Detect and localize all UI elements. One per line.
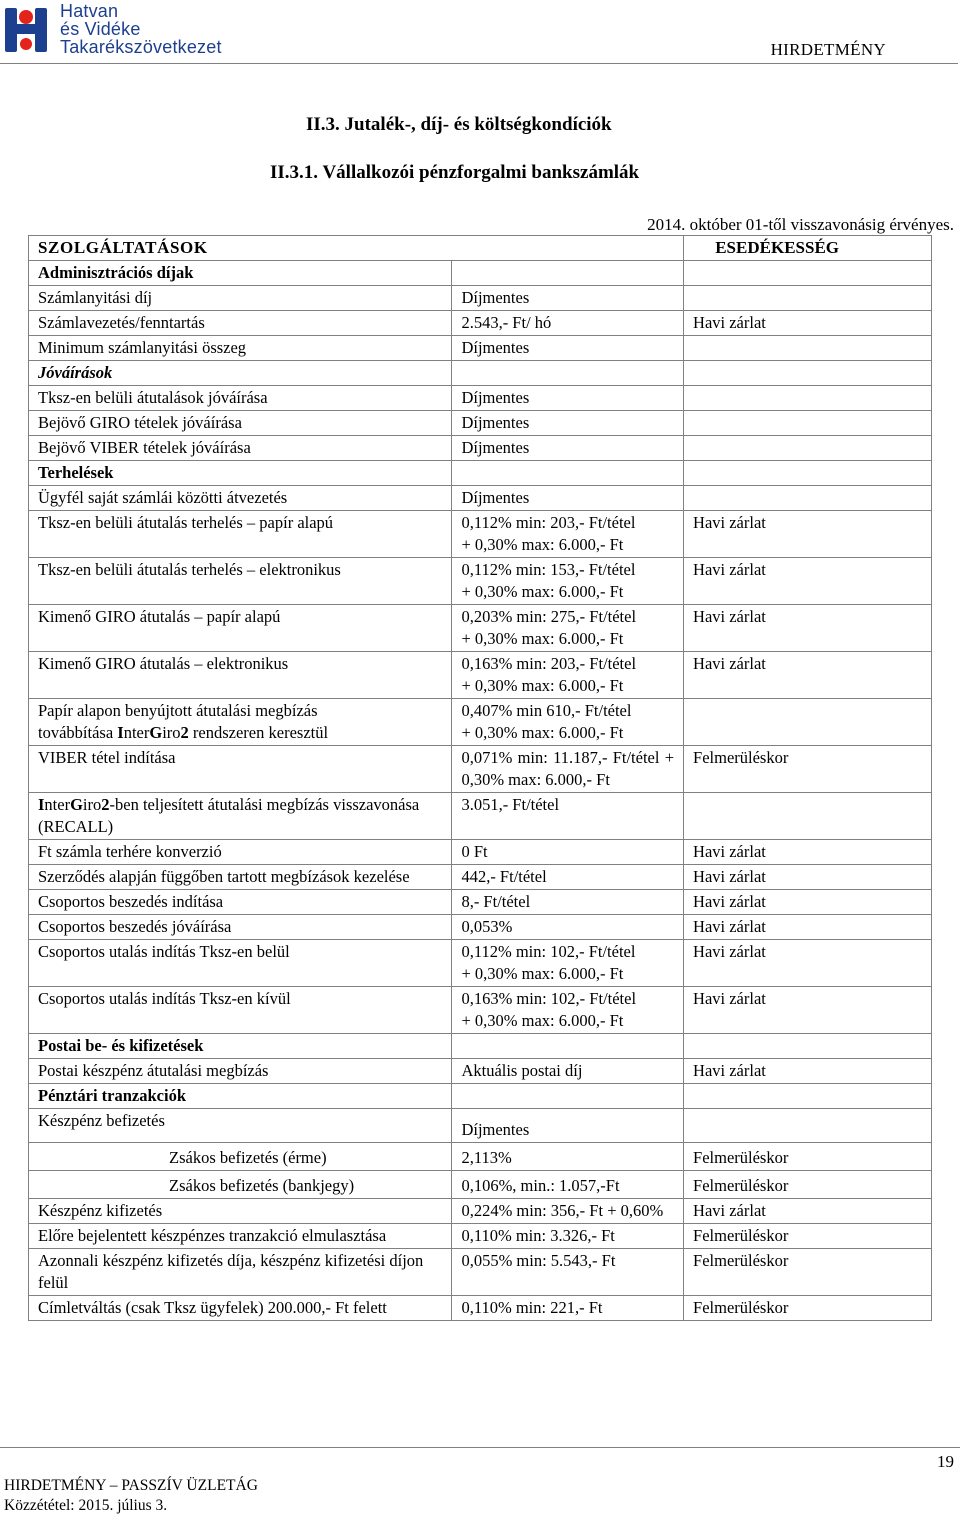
row-desc: Kimenő GIRO átutalás – elektronikus [29,652,452,699]
table-row [29,1171,932,1199]
desc-text-bold: 2 [180,723,189,742]
row-due: Havi zárlat [684,940,932,987]
row-fee [452,511,684,558]
row-due [684,793,932,840]
table-row [29,865,932,890]
fee-table [28,235,932,1321]
table-row [29,1224,932,1249]
row-fee [452,987,684,1034]
table-row [29,1109,932,1143]
row-desc [29,793,452,840]
desc-text: iro [162,723,181,742]
row-fee [452,1034,684,1059]
table-row [29,1059,932,1084]
desc-text-bold: 2 [101,795,110,814]
fee-line-2: + 0,30% max: 6.000,- Ft [461,676,624,695]
table-row [29,940,932,987]
row-due: Felmerüléskor [684,746,932,793]
row-fee [452,558,684,605]
desc-text: nter [123,723,150,742]
row-fee [452,940,684,987]
fee-line-2: + 0,30% max: 6.000,- Ft [461,629,624,648]
table-row [29,1199,932,1224]
row-fee: 0,224% min: 356,- Ft + 0,60% [452,1199,684,1224]
row-fee [452,261,684,286]
row-desc: Kimenő GIRO átutalás – papír alapú [29,605,452,652]
fee-line-1: 0,112% min: 153,- Ft/tétel [461,560,636,579]
table-row [29,286,932,311]
row-fee: 0,053% [452,915,684,940]
table-row [29,1084,932,1109]
row-fee [452,361,684,386]
table-row [29,436,932,461]
row-desc: Bejövő GIRO tételek jóváírása [29,411,452,436]
row-due: Felmerüléskor [684,1171,932,1199]
desc-text-bold: I [38,795,45,814]
row-desc: Számlavezetés/fenntartás [29,311,452,336]
table-row [29,511,932,558]
row-desc: Készpénz befizetés [29,1109,452,1143]
row-fee: Díjmentes [452,386,684,411]
fee-line-1: 0,163% min: 203,- Ft/tétel [461,654,637,673]
row-fee [452,699,684,746]
row-fee: 0,055% min: 5.543,- Ft [452,1249,684,1296]
row-desc: Azonnali készpénz kifizetés díja, készpénz kifizetési díjon felül [29,1249,452,1296]
row-desc: Tksz-en belüli átutalás terhelés – papír alapú [29,511,452,558]
desc-text-bold: I [117,723,124,742]
row-due: Havi zárlat [684,558,932,605]
table-row [29,746,932,793]
page-header [0,0,960,64]
table-row [29,699,932,746]
footer-publish-date: Közzététel: 2015. július 3. [4,1497,168,1514]
row-desc: Címletváltás (csak Tksz ügyfelek) 200.000,- Ft felett [29,1296,452,1321]
row-fee: 8,- Ft/tétel [452,890,684,915]
row-due [684,336,932,361]
table-row [29,793,932,840]
row-fee: Díjmentes [452,411,684,436]
row-due: Havi zárlat [684,1199,932,1224]
row-due: Havi zárlat [684,652,932,699]
row-due [684,361,932,386]
row-due: Havi zárlat [684,1059,932,1084]
row-fee [452,461,684,486]
row-due [684,486,932,511]
row-fee: 0,106%, min.: 1.057,-Ft [452,1171,684,1199]
validity-note: 2014. október 01-től visszavonásig érvényes. [647,215,954,234]
row-fee: Díjmentes [452,336,684,361]
logo-line-1: Hatvan [60,1,119,21]
row-due: Havi zárlat [684,605,932,652]
row-due [684,699,932,746]
row-desc: Csoportos beszedés indítása [29,890,452,915]
desc-text-bold: G [70,795,83,814]
fee-line-1: 0,112% min: 203,- Ft/tétel [461,513,636,532]
row-desc: Szerződés alapján függőben tartott megbízások kezelése [29,865,452,890]
row-desc: Csoportos utalás indítás Tksz-en belül [29,940,452,987]
row-fee: 3.051,- Ft/tétel [452,793,684,840]
row-due [684,386,932,411]
row-fee: 2.543,- Ft/ hó [452,311,684,336]
row-due [684,1109,932,1143]
row-due: Havi zárlat [684,840,932,865]
desc-text: továbbítása [38,723,118,742]
row-fee: 0,110% min: 3.326,- Ft [452,1224,684,1249]
logo-wordmark [60,2,222,56]
row-desc: Előre bejelentett készpénzes tranzakció elmulasztása [29,1224,452,1249]
table-row [29,361,932,386]
row-desc: Postai be- és kifizetések [29,1034,452,1059]
row-due [684,261,932,286]
row-fee: 0,071% min: 11.187,- Ft/tétel + 0,30% max: 6.000,- Ft [452,746,684,793]
table-row [29,558,932,605]
footer-divider [0,1447,960,1448]
row-desc: Csoportos beszedés jóváírása [29,915,452,940]
subsection-title: II.3.1. Vállalkozói pénzforgalmi bankszámlák [270,162,640,183]
row-due: Havi zárlat [684,511,932,558]
row-desc: VIBER tétel indítása [29,746,452,793]
row-desc: Készpénz kifizetés [29,1199,452,1224]
row-fee: Díjmentes [452,486,684,511]
fee-line-2: + 0,30% max: 6.000,- Ft [461,582,624,601]
row-fee: 442,- Ft/tétel [452,865,684,890]
row-fee: Díjmentes [452,286,684,311]
row-due: Havi zárlat [684,915,932,940]
header-doc-type: HIRDETMÉNY [770,40,886,59]
table-row [29,890,932,915]
fee-line-1: 0,112% min: 102,- Ft/tétel [461,942,636,961]
desc-text: rendszeren keresztül [188,723,329,742]
row-fee [452,1084,684,1109]
row-desc: Zsákos befizetés (érme) [29,1143,452,1171]
row-desc: Pénztári tranzakciók [29,1084,452,1109]
row-desc: Ügyfél saját számlái közötti átvezetés [29,486,452,511]
page-number: 19 [937,1452,954,1471]
fee-line-2: + 0,30% max: 6.000,- Ft [461,723,624,742]
row-desc: Tksz-en belüli átutalások jóváírása [29,386,452,411]
fee-line-2: + 0,30% max: 6.000,- Ft [461,1011,624,1030]
row-due [684,461,932,486]
table-row [29,1249,932,1296]
row-desc [29,699,452,746]
logo-line-2: és Vidéke [60,19,141,39]
row-desc: Terhelések [29,461,452,486]
row-due [684,1084,932,1109]
table-row [29,915,932,940]
table-row [29,1034,932,1059]
row-desc: Adminisztrációs díjak [29,261,452,286]
row-due [684,1034,932,1059]
table-row [29,311,932,336]
company-logo [4,2,264,58]
row-fee: Aktuális postai díj [452,1059,684,1084]
row-due: Felmerüléskor [684,1296,932,1321]
table-header-row [29,236,932,261]
table-row [29,605,932,652]
row-fee: Díjmentes [452,436,684,461]
row-fee: 2,113% [452,1143,684,1171]
row-fee: 0,110% min: 221,- Ft [452,1296,684,1321]
desc-text: -ben teljesített átutalási megbízás visszavonása (RECALL) [38,795,420,836]
row-desc: Tksz-en belüli átutalás terhelés – elektronikus [29,558,452,605]
row-due: Havi zárlat [684,987,932,1034]
row-fee: 0 Ft [452,840,684,865]
table-row [29,1296,932,1321]
fee-line-2: + 0,30% max: 6.000,- Ft [461,964,624,983]
row-due [684,411,932,436]
row-desc: Csoportos utalás indítás Tksz-en kívül [29,987,452,1034]
fee-line-1: 0,203% min: 275,- Ft/tétel [461,607,637,626]
row-desc: Bejövő VIBER tételek jóváírása [29,436,452,461]
table-row [29,652,932,699]
logo-mark-icon [4,4,56,56]
row-due: Havi zárlat [684,865,932,890]
desc-line-2 [38,722,442,744]
row-desc: Jóváírások [29,361,452,386]
row-fee [452,652,684,699]
row-due: Felmerüléskor [684,1249,932,1296]
fee-line-1: 0,163% min: 102,- Ft/tétel [461,989,637,1008]
footer-info [4,1476,258,1516]
table-row [29,486,932,511]
row-desc: Minimum számlanyitási összeg [29,336,452,361]
table-row [29,261,932,286]
row-due: Felmerüléskor [684,1143,932,1171]
row-due [684,436,932,461]
table-row [29,1143,932,1171]
row-desc: Zsákos befizetés (bankjegy) [29,1171,452,1199]
row-due: Havi zárlat [684,890,932,915]
row-due [684,286,932,311]
table-row [29,336,932,361]
desc-line-1: Papír alapon benyújtott átutalási megbízás [38,701,318,720]
desc-text-bold: G [149,723,163,742]
fee-line-1: 0,407% min 610,- Ft/tétel [461,701,632,720]
table-row [29,386,932,411]
table-row [29,461,932,486]
row-due: Havi zárlat [684,311,932,336]
table-row [29,840,932,865]
row-desc: Számlanyitási díj [29,286,452,311]
header-divider [0,63,958,64]
row-desc: Postai készpénz átutalási megbízás [29,1059,452,1084]
table-row [29,987,932,1034]
row-fee [452,605,684,652]
fee-line-2: + 0,30% max: 6.000,- Ft [461,535,624,554]
footer-doc-label: HIRDETMÉNY – PASSZÍV ÜZLETÁG [4,1477,258,1494]
desc-text: iro [82,795,102,814]
row-due: Felmerüléskor [684,1224,932,1249]
row-fee: Díjmentes [452,1109,684,1143]
header-due: ESEDÉKESSÉG [684,236,932,261]
desc-text: nter [44,795,71,814]
table-row [29,411,932,436]
logo-line-3: Takarékszövetkezet [60,37,222,57]
section-title: II.3. Jutalék-, díj- és költségkondíciók [306,114,612,135]
header-service: SZOLGÁLTATÁSOK [29,236,684,261]
row-desc: Ft számla terhére konverzió [29,840,452,865]
